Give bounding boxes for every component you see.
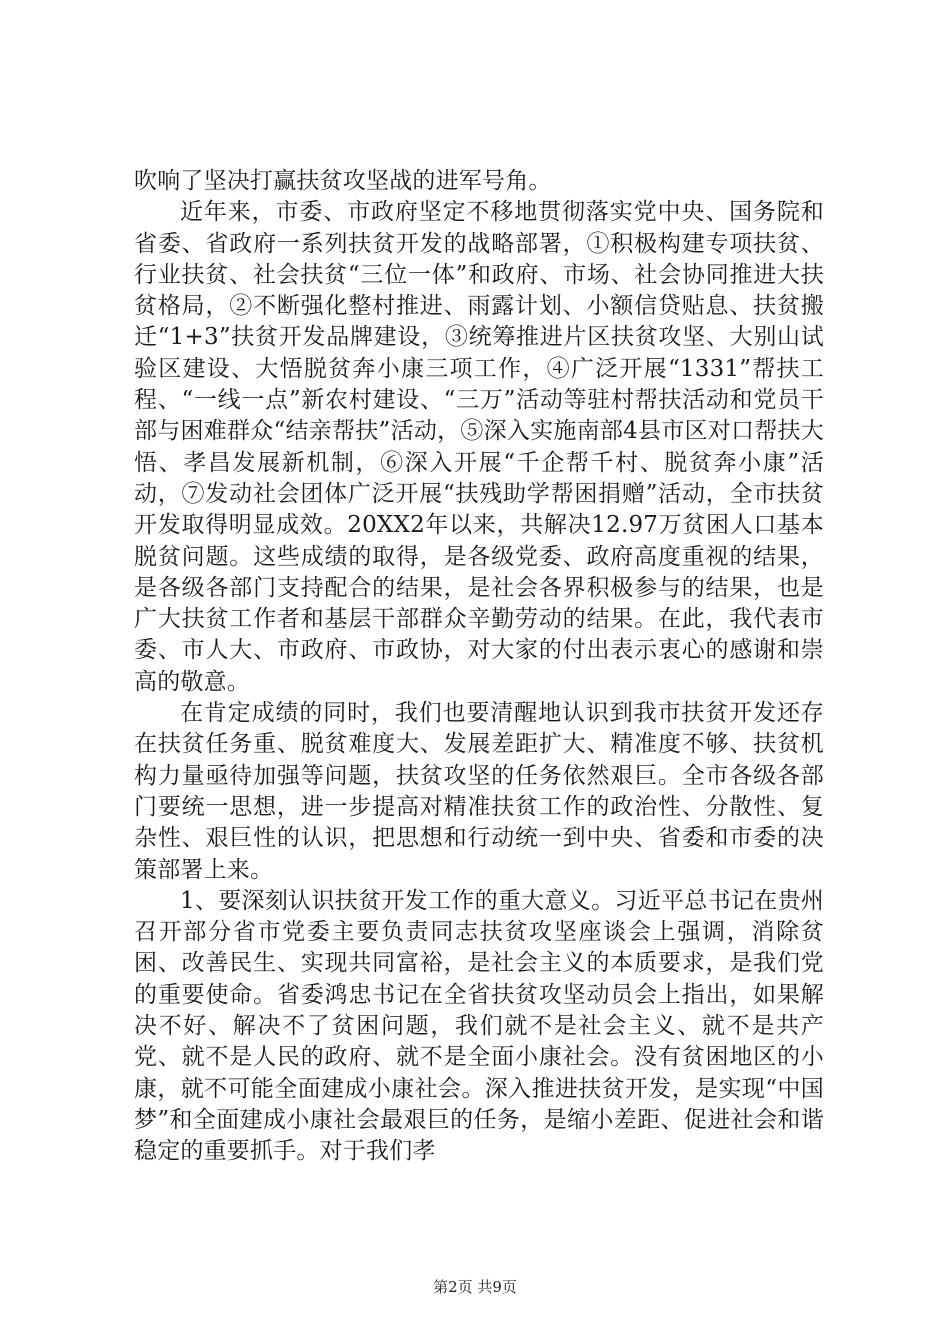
- paragraph-3: 在肯定成绩的同时，我们也要清醒地认识到我市扶贫开发还存在扶贫任务重、脱贫难度大、发展差距扩大、精准度不够、扶贫机构力量亟待加强等问题，扶贫攻坚的任务依然艰巨。全市各级各部门要统一思想，进一步提高对精准扶贫工作的政治性、分散性、复杂性、艰巨性的认识，把思想和行动统一到中央、省委和市委的决策部署上来。: [134, 700, 824, 883]
- page-footer: 第2页 共9页: [433, 1278, 517, 1296]
- document-body: [134, 166, 824, 1168]
- paragraph-4: 1、要深刻认识扶贫开发工作的重大意义。习近平总书记在贵州召开部分省市党委主要负责同志扶贫攻坚座谈会上强调，消除贫困、改善民生、实现共同富裕，是社会主义的本质要求，是我们党的重要使命。省委鸿忠书记在全省扶贫攻坚动员会上指出，如果解决不好、解决不了贫困问题，我们就不是社会主义、就不是共产党、就不是人民的政府、就不是全面小康社会。没有贫困地区的小康，就不可能全面建成小康社会。深入推进扶贫开发，是实现“中国梦”和全面建成小康社会最艰巨的任务，是缩小差距、促进社会和谐稳定的重要抓手。对于我们孝: [134, 887, 824, 1165]
- paragraph-2: 近年来，市委、市政府坚定不移地贯彻落实党中央、国务院和省委、省政府一系列扶贫开发的战略部署，①积极构建专项扶贫、行业扶贫、社会扶贫“三位一体”和政府、市场、社会协同推进大扶贫格局，②不断强化整村推进、雨露计划、小额信贷贴息、扶贫搬迁“1+3”扶贫开发品牌建设，③统筹推进片区扶贫攻坚、大别山试验区建设、大悟脱贫奔小康三项工作，④广泛开展“1331”帮扶工程、“一线一点”新农村建设、“三万”活动等驻村帮扶活动和党员干部与困难群众“结亲帮扶”活动，⑤深入实施南部4县市区对口帮扶大悟、孝昌发展新机制，⑥深入开展“千企帮千村、脱贫奔小康”活动，⑦发动社会团体广泛开展“扶残助学帮困捐赠”活动，全市扶贫开发取得明显成效。20XX2年以来，共解决12.97万贫困人口基本脱贫问题。这些成绩的取得，是各级党委、政府高度重视的结果，是各级各部门支持配合的结果，是社会各界积极参与的结果，也是广大扶贫工作者和基层干部群众辛勤劳动的结果。在此，我代表市委、市人大、市政府、市政协，对大家的付出表示衷心的感谢和崇高的敬意。: [134, 199, 824, 695]
- paragraph-1: 吹响了坚决打赢扶贫攻坚战的进军号角。: [134, 168, 552, 194]
